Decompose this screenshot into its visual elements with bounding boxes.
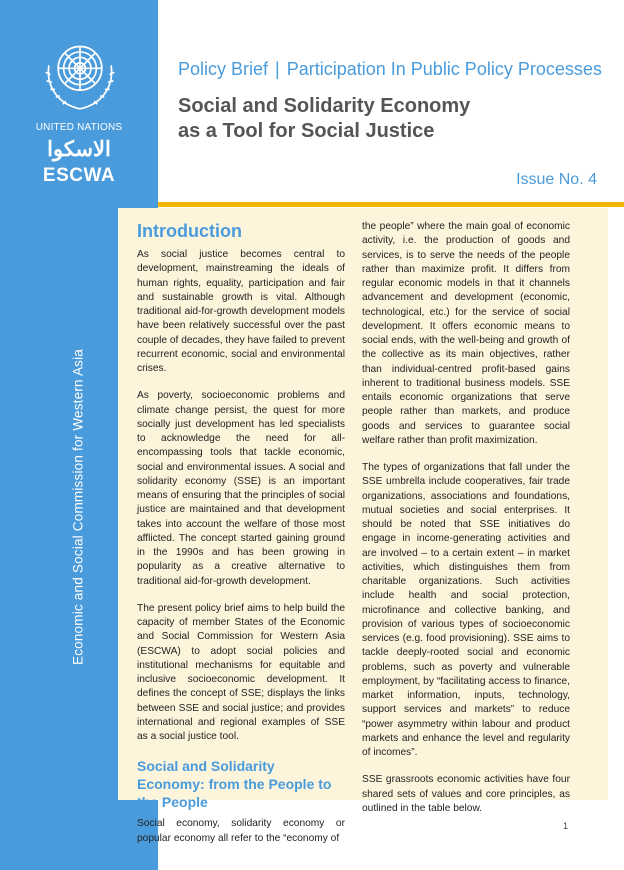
- arabic-acronym: الاسكوا: [47, 138, 111, 161]
- paragraph: The present policy brief aims to help build the capacity of member States of the Economic and Social Commission for Western Asia (ESCWA) to adopt social policies and institutional mechanisms for equitable and inclusive socioeconomic development. It defines the concept of SSE; displays the links between SSE and social justice; and provides international and regional examples of SSE as a social justice tool.: [137, 602, 345, 742]
- paragraph: As poverty, socioeconomic problems and climate change persist, the quest for more socially just development has led specialists to acknowledge the need for all-encompassing tools that tackle economic, social and environmental issues. A social and solidarity economy (SSE) is an important means of ensuring that the principles of social justice are maintained and that development takes into account the welfare of those most afflicted. The concept started gaining ground in the 1990s and has been growing in popularity as a creative alternative to traditional aid-for-growth development.: [137, 390, 345, 587]
- un-emblem-icon: [41, 34, 119, 112]
- series-topic: Participation In Public Policy Processes: [286, 59, 602, 79]
- series-label: Policy Brief: [178, 59, 269, 79]
- paragraph: Social economy, solidarity economy or popular economy all refer to the “economy of: [137, 818, 345, 844]
- org-name: UNITED NATIONS: [35, 122, 123, 133]
- paragraph: The types of organizations that fall under the SSE umbrella include cooperatives, fair trade organizations, associations and foundations, mutual societies and social enterprises. It should be noted that SSE initiatives do engage in income-generating activities and are involved – to a certain extent – in market activities, which distinguishes them from charitable organizations. Such activities include health and social protection, microfinance and collective banking, and provision of various types of socioeconomic services (e.g. food provisioning). SSE aims to tackle deeply-rooted social and economic problems, such as poverty and vulnerable employment, by “facilitating access to finance, market information, inputs, technology, support services and markets” to reduce “power asymmetry within labour and product markets and enhance the level and regularity of incomes”.: [362, 462, 570, 758]
- series-separator: |: [275, 59, 280, 79]
- acronym: ESCWA: [42, 165, 116, 186]
- issue-number: Issue No. 4: [516, 171, 597, 188]
- paragraph: the people” where the main goal of economic activity, i.e. the production of goods and services, is to serve the needs of the people rather than maximize profit. It differs from regular economic models in that it channels advancement and development (economic, technological, etc.) for the service of social development. It offers economic means to social ends, with the well-being and growth of the collective as its main objectives, rather than individual-centred profit-based gains inherent to traditional business models. SSE entails economic organizations that serve people rather than markets, and produce goods and services to guarantee social welfare rather than profit maximization.: [362, 221, 570, 446]
- vertical-org-name: Economic and Social Commission for Western Asia: [70, 348, 86, 666]
- content-panel: [118, 208, 608, 844]
- series-line: [178, 59, 602, 80]
- section-subheading: Social and Solidarity Economy: from the People to the People: [137, 758, 332, 811]
- title-line-2: as a Tool for Social Justice: [178, 120, 435, 142]
- title-line-1: Social and Solidarity Economy: [178, 95, 471, 117]
- column-left: [137, 220, 345, 859]
- accent-rule: [158, 202, 624, 207]
- paragraph: As social justice becomes central to development, mainstreaming the ideals of human rights, equality, participation and fair and sustainable growth is vital. Although traditional aid-for-growth development models have been relatively successful over the past couple of decades, they have failed to prevent recurrent economic, social and environmental crises.: [137, 249, 345, 374]
- paragraph: SSE grassroots economic activities have four shared sets of values and core principles, as outlined in the table below.: [362, 774, 570, 814]
- page-number: 1: [562, 821, 568, 831]
- column-right: [362, 220, 570, 829]
- page-title: [178, 94, 598, 144]
- section-heading-introduction: Introduction: [137, 221, 242, 241]
